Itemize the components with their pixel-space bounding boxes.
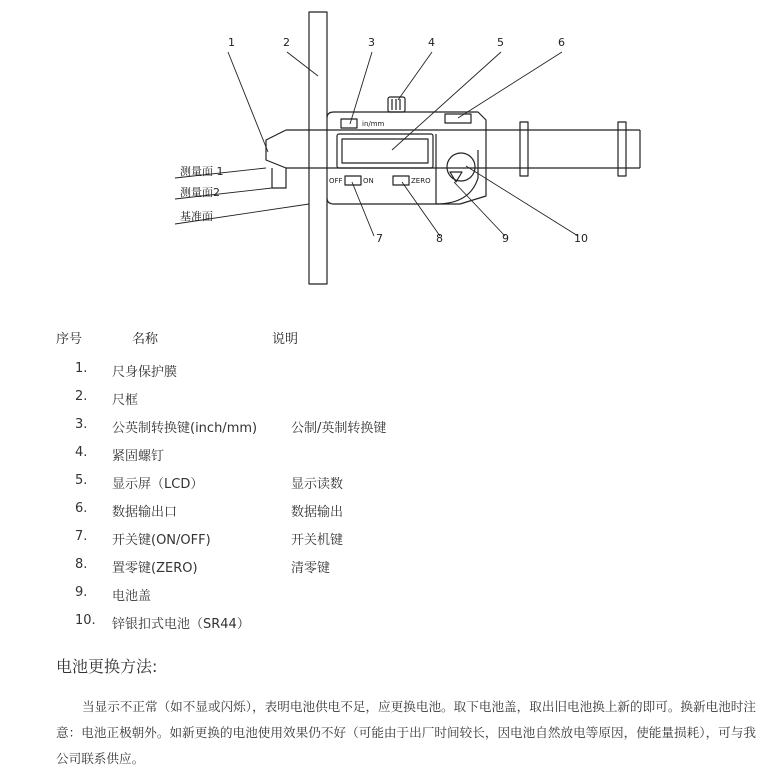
label-zero: ZERO: [411, 177, 431, 185]
callout-3: 3: [368, 36, 375, 49]
table-row: [0, 557, 770, 585]
label-off: OFF: [329, 177, 343, 185]
row-name: 公英制转换键(inch/mm): [112, 421, 258, 436]
row-name: 尺身保护膜: [112, 365, 178, 380]
callout-10: 10: [574, 232, 588, 245]
label-inmm: in/mm: [362, 120, 385, 128]
row-desc: 公制/英制转换键: [291, 421, 387, 436]
face-label-1: 测量面 1: [180, 165, 224, 178]
table-row: [0, 501, 770, 529]
row-name: 开关键(ON/OFF): [112, 533, 211, 548]
inmm-key: [341, 119, 357, 128]
row-name: 置零键(ZERO): [112, 561, 198, 576]
row-name: 紧固螺钉: [112, 449, 165, 464]
row-name: 尺框: [112, 393, 139, 408]
face-label-base: 基准面: [180, 210, 213, 223]
row-name: 锌银扣式电池（SR44）: [112, 617, 250, 632]
row-desc: 开关机键: [291, 533, 344, 548]
label-on: ON: [363, 177, 374, 185]
measuring-jaw: [266, 130, 286, 168]
callout-5: 5: [497, 36, 504, 49]
row-no: 4.: [75, 445, 88, 460]
callout-8: 8: [436, 232, 443, 245]
face-label-2: 测量面2: [180, 186, 220, 199]
row-name: 电池盖: [112, 589, 152, 604]
battery-section-title: 电池更换方法:: [56, 657, 158, 676]
row-no: 10.: [75, 613, 96, 628]
callout-7: 7: [376, 232, 383, 245]
beam: [286, 130, 640, 168]
row-no: 2.: [75, 389, 88, 404]
row-no: 5.: [75, 473, 88, 488]
table-row: [0, 389, 770, 417]
row-no: 3.: [75, 417, 88, 432]
battery-cover: [436, 134, 478, 204]
battery-instructions: 当显示不正常（如不显或闪烁），表明电池供电不足，应更换电池。取下电池盖，取出旧电池换上新的即可。换新电池时注意：电池正极朝外。如新更换的电池使用效果仍不好（可能由于出厂时间较长，因电池自然放电等原因，使能量损耗），可与我公司联系供应。: [56, 699, 756, 766]
row-desc: 显示读数: [291, 477, 344, 492]
header-name: 名称: [132, 332, 159, 347]
row-name: 数据输出口: [112, 505, 178, 520]
row-no: 1.: [75, 361, 88, 376]
battery: [447, 153, 475, 181]
row-no: 9.: [75, 585, 88, 600]
callout-2: 2: [283, 36, 290, 49]
table-row: [0, 473, 770, 501]
table-row: [0, 445, 770, 473]
row-no: 8.: [75, 557, 88, 572]
callout-9: 9: [502, 232, 509, 245]
callout-6: 6: [558, 36, 565, 49]
callout-4: 4: [428, 36, 435, 49]
row-desc: 清零键: [291, 561, 331, 576]
table-row: [0, 417, 770, 445]
base-plate: [309, 12, 327, 284]
depth-gauge-diagram: [0, 0, 770, 320]
data-port: [445, 114, 471, 123]
header-no: 序号: [56, 332, 83, 347]
row-desc: 数据输出: [291, 505, 344, 520]
row-no: 6.: [75, 501, 88, 516]
row-name: 显示屏（LCD）: [112, 477, 204, 492]
table-row: [0, 361, 770, 389]
table-row: [0, 529, 770, 557]
row-no: 7.: [75, 529, 88, 544]
callout-1: 1: [228, 36, 235, 49]
zero-key: [393, 176, 409, 185]
table-row: [0, 585, 770, 613]
header-desc: 说明: [272, 332, 299, 347]
table-row: [0, 613, 770, 641]
parts-table: [0, 361, 770, 641]
